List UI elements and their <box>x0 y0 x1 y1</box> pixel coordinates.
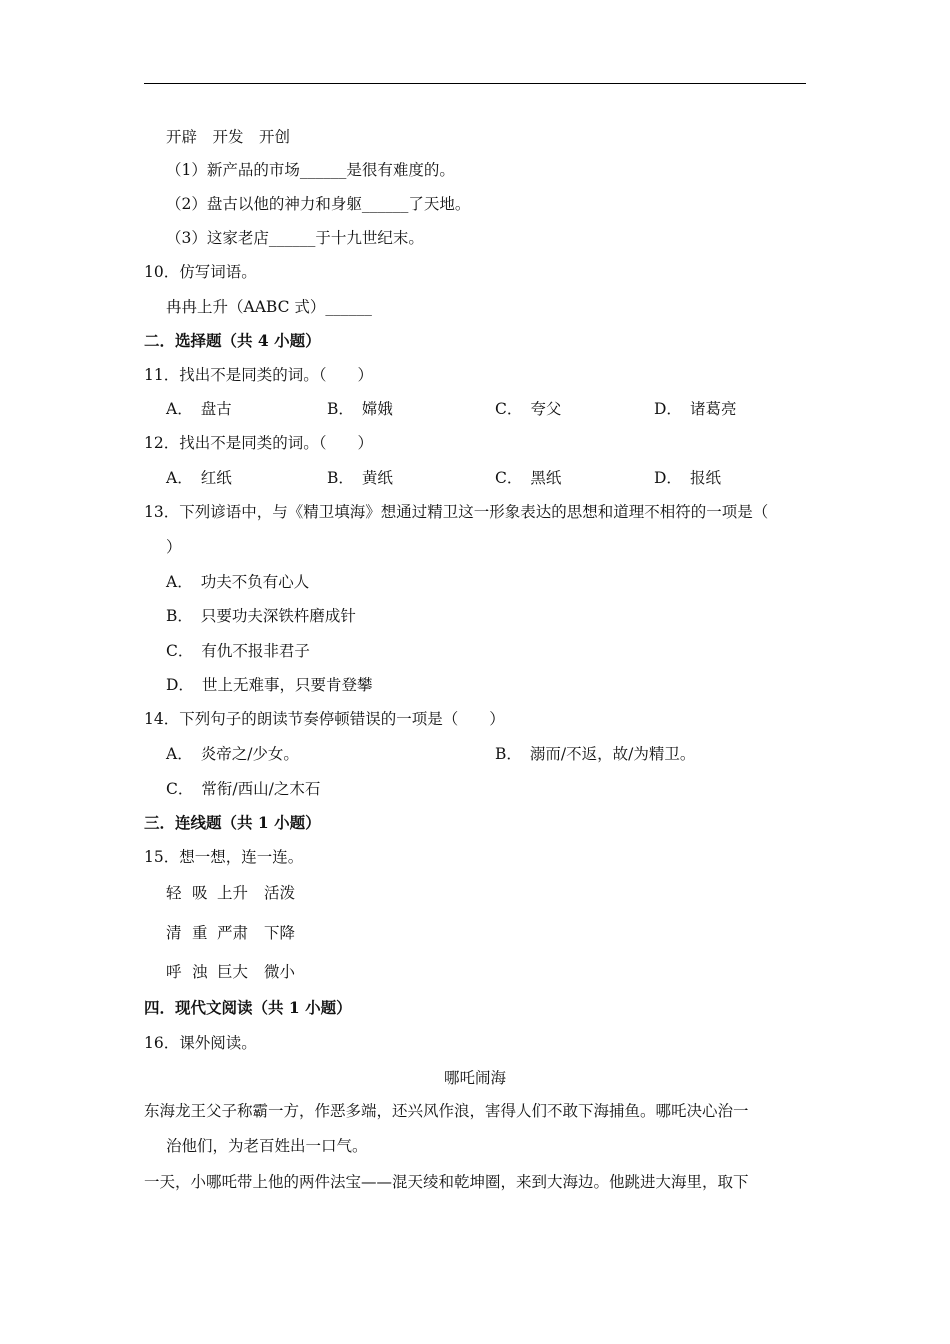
option-text: 世上无难事，只要肯登攀 <box>201 676 373 694</box>
option-text: 红纸 <box>200 469 232 487</box>
option-text: 溺而/不返，故/为精卫。 <box>529 745 696 763</box>
question-10-stem: 10．仿写词语。 <box>144 263 257 281</box>
option-letter: D． <box>654 469 682 487</box>
q12-option-b[interactable] <box>327 468 393 488</box>
match-word-col4[interactable]: 活泼 <box>264 884 296 902</box>
q14-option-c[interactable] <box>166 779 320 799</box>
section-4-title: 四．现代文阅读（共 1 小题） <box>144 998 352 1017</box>
option-letter: D． <box>166 676 194 694</box>
q12-option-d[interactable] <box>654 468 721 488</box>
question-14-stem: 14．下列句子的朗读节奏停顿错误的一项是（ ） <box>144 710 505 728</box>
option-letter: C． <box>495 469 523 487</box>
option-text: 功夫不负有心人 <box>200 573 310 591</box>
passage-title: 哪吒闹海 <box>443 1069 506 1087</box>
q12-option-c[interactable] <box>495 468 561 488</box>
q13-option-c[interactable] <box>166 641 310 661</box>
match-word-col3[interactable]: 上升 <box>217 884 249 902</box>
option-letter: C． <box>495 400 523 418</box>
question-11-stem: 11．找出不是同类的词。（ ） <box>144 366 373 384</box>
q11-option-c[interactable] <box>495 399 561 419</box>
q11-option-d[interactable] <box>654 399 736 419</box>
fill-blank-sentence-3: （3）这家老店______于十九世纪末。 <box>166 229 424 247</box>
option-text: 常衔/西山/之木石 <box>201 780 321 798</box>
option-letter: A． <box>166 400 193 418</box>
question-16-stem: 16．课外阅读。 <box>144 1034 257 1052</box>
option-letter: C． <box>166 780 194 798</box>
option-text: 只要功夫深铁杵磨成针 <box>200 607 356 625</box>
question-12-stem: 12．找出不是同类的词。（ ） <box>144 434 373 452</box>
match-word-col2[interactable]: 浊 <box>192 963 208 981</box>
fill-blank-sentence-1: （1）新产品的市场______是很有难度的。 <box>166 161 455 179</box>
option-text: 炎帝之/少女。 <box>200 745 299 763</box>
q11-option-b[interactable] <box>327 399 393 419</box>
q12-option-a[interactable] <box>166 468 232 488</box>
q14-option-a[interactable] <box>166 744 299 764</box>
option-letter: B． <box>495 745 522 763</box>
section-2-title: 二．选择题（共 4 小题） <box>144 331 321 350</box>
header-rule <box>144 83 806 84</box>
word-bank: 开辟 开发 开创 <box>166 128 291 146</box>
option-letter: B． <box>166 607 193 625</box>
option-text: 诸葛亮 <box>689 400 737 418</box>
match-word-col3[interactable]: 巨大 <box>217 963 249 981</box>
option-text: 盘古 <box>200 400 232 418</box>
option-text: 夸父 <box>530 400 562 418</box>
passage-paragraph-1-cont: 治他们，为老百姓出一口气。 <box>166 1137 368 1155</box>
question-13-stem: 13．下列谚语中，与《精卫填海》想通过精卫这一形象表达的思想和道理不相符的一项是（ <box>144 503 769 521</box>
q14-option-b[interactable] <box>495 744 695 764</box>
question-10-line: 冉冉上升（AABC 式）______ <box>166 298 372 316</box>
match-word-col1[interactable]: 轻 <box>166 884 182 902</box>
match-word-col1[interactable]: 呼 <box>166 963 182 981</box>
q13-option-a[interactable] <box>166 572 309 592</box>
match-word-col4[interactable]: 微小 <box>264 963 296 981</box>
question-15-stem: 15．想一想，连一连。 <box>144 848 304 866</box>
match-word-col3[interactable]: 严肃 <box>217 924 249 942</box>
match-word-col2[interactable]: 吸 <box>192 884 208 902</box>
q13-option-d[interactable] <box>166 675 372 695</box>
passage-paragraph-2: 一天，小哪吒带上他的两件法宝——混天绫和乾坤圈，来到大海边。他跳进大海里，取下 <box>144 1173 749 1191</box>
option-text: 嫦娥 <box>361 400 393 418</box>
option-text: 有仇不报非君子 <box>201 642 310 660</box>
match-word-col1[interactable]: 清 <box>166 924 182 942</box>
option-letter: C． <box>166 642 194 660</box>
fill-blank-sentence-2: （2）盘古以他的神力和身躯______了天地。 <box>166 195 471 213</box>
option-text: 黄纸 <box>361 469 393 487</box>
option-text: 报纸 <box>689 469 721 487</box>
option-letter: B． <box>327 400 354 418</box>
option-text: 黑纸 <box>530 469 562 487</box>
option-letter: A． <box>166 745 193 763</box>
q13-option-b[interactable] <box>166 606 356 626</box>
question-13-stem-end: ） <box>166 538 182 556</box>
passage-paragraph-1: 东海龙王父子称霸一方，作恶多端，还兴风作浪，害得人们不敢下海捕鱼。哪吒决心治一 <box>144 1102 749 1120</box>
match-word-col2[interactable]: 重 <box>192 924 208 942</box>
option-letter: B． <box>327 469 354 487</box>
section-3-title: 三．连线题（共 1 小题） <box>144 813 321 832</box>
option-letter: D． <box>654 400 682 418</box>
match-word-col4[interactable]: 下降 <box>264 924 296 942</box>
option-letter: A． <box>166 469 193 487</box>
q11-option-a[interactable] <box>166 399 232 419</box>
option-letter: A． <box>166 573 193 591</box>
